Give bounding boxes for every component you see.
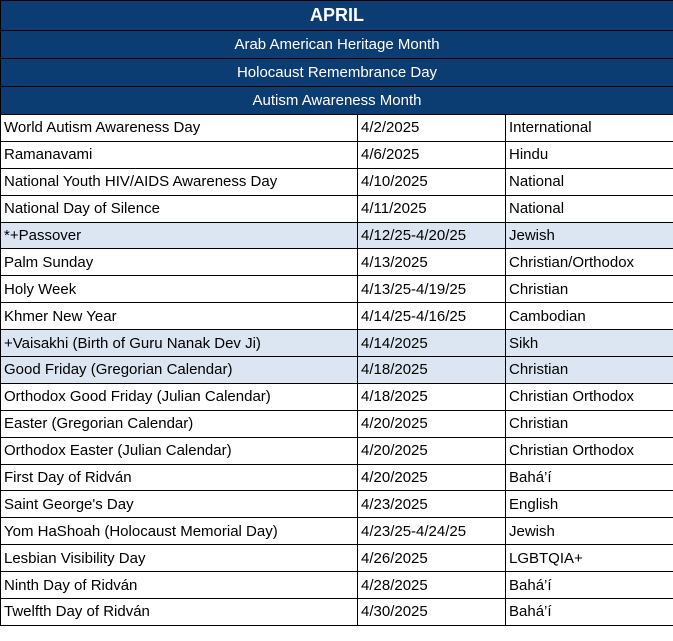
event-group-cell: Christian Orthodox bbox=[506, 383, 673, 410]
event-name-cell: +Vaisakhi (Birth of Guru Nanak Dev Ji) bbox=[1, 330, 358, 357]
event-date-cell: 4/13/2025 bbox=[358, 249, 506, 276]
event-group-cell: Christian bbox=[506, 276, 673, 303]
event-group-cell: International bbox=[506, 115, 673, 142]
table-row bbox=[1, 491, 673, 518]
table-row bbox=[1, 410, 673, 437]
observance-header-row bbox=[1, 59, 673, 87]
event-date-cell: 4/12/25-4/20/25 bbox=[358, 222, 506, 249]
event-name-cell: Twelfth Day of Ridván bbox=[1, 599, 358, 626]
event-date-cell: 4/23/2025 bbox=[358, 491, 506, 518]
event-date-cell: 4/2/2025 bbox=[358, 115, 506, 142]
table-row bbox=[1, 545, 673, 572]
event-group-cell: National bbox=[506, 195, 673, 222]
event-group-cell: Bahá’í bbox=[506, 599, 673, 626]
event-name-cell: Holy Week bbox=[1, 276, 358, 303]
event-name-cell: Saint George's Day bbox=[1, 491, 358, 518]
table-row bbox=[1, 518, 673, 545]
table-row bbox=[1, 141, 673, 168]
event-name-cell: Good Friday (Gregorian Calendar) bbox=[1, 357, 358, 384]
observance-month-label: Autism Awareness Month bbox=[1, 87, 673, 115]
event-name-cell: First Day of Ridván bbox=[1, 464, 358, 491]
table-row bbox=[1, 249, 673, 276]
table-row bbox=[1, 168, 673, 195]
event-name-cell: World Autism Awareness Day bbox=[1, 115, 358, 142]
event-date-cell: 4/10/2025 bbox=[358, 168, 506, 195]
event-date-cell: 4/18/2025 bbox=[358, 383, 506, 410]
event-group-cell: Christian bbox=[506, 357, 673, 384]
event-group-cell: Bahá’í bbox=[506, 572, 673, 599]
event-group-cell: Christian Orthodox bbox=[506, 437, 673, 464]
event-group-cell: Hindu bbox=[506, 141, 673, 168]
event-name-cell: Easter (Gregorian Calendar) bbox=[1, 410, 358, 437]
event-name-cell: Palm Sunday bbox=[1, 249, 358, 276]
event-group-cell: Christian/Orthodox bbox=[506, 249, 673, 276]
table-row bbox=[1, 599, 673, 626]
table-row bbox=[1, 357, 673, 384]
event-date-cell: 4/20/2025 bbox=[358, 437, 506, 464]
month-header-row bbox=[1, 1, 673, 31]
table-row bbox=[1, 303, 673, 330]
observance-header-row bbox=[1, 31, 673, 59]
table-row bbox=[1, 222, 673, 249]
table-row bbox=[1, 572, 673, 599]
event-date-cell: 4/14/25-4/16/25 bbox=[358, 303, 506, 330]
event-name-cell: Orthodox Good Friday (Julian Calendar) bbox=[1, 383, 358, 410]
event-date-cell: 4/26/2025 bbox=[358, 545, 506, 572]
event-group-cell: English bbox=[506, 491, 673, 518]
table-row bbox=[1, 437, 673, 464]
event-name-cell: Ramanavami bbox=[1, 141, 358, 168]
table-row bbox=[1, 276, 673, 303]
month-title: APRIL bbox=[1, 1, 673, 31]
event-date-cell: 4/20/2025 bbox=[358, 410, 506, 437]
event-group-cell: National bbox=[506, 168, 673, 195]
event-date-cell: 4/18/2025 bbox=[358, 357, 506, 384]
event-date-cell: 4/20/2025 bbox=[358, 464, 506, 491]
table-row bbox=[1, 383, 673, 410]
table-row bbox=[1, 330, 673, 357]
event-date-cell: 4/11/2025 bbox=[358, 195, 506, 222]
event-name-cell: Ninth Day of Ridván bbox=[1, 572, 358, 599]
observance-header-row bbox=[1, 87, 673, 115]
event-group-cell: Bahá’í bbox=[506, 464, 673, 491]
event-name-cell: *+Passover bbox=[1, 222, 358, 249]
event-date-cell: 4/6/2025 bbox=[358, 141, 506, 168]
event-name-cell: Yom HaShoah (Holocaust Memorial Day) bbox=[1, 518, 358, 545]
event-date-cell: 4/13/25-4/19/25 bbox=[358, 276, 506, 303]
observance-month-label: Arab American Heritage Month bbox=[1, 31, 673, 59]
event-date-cell: 4/30/2025 bbox=[358, 599, 506, 626]
event-group-cell: Jewish bbox=[506, 222, 673, 249]
event-name-cell: Orthodox Easter (Julian Calendar) bbox=[1, 437, 358, 464]
event-group-cell: Jewish bbox=[506, 518, 673, 545]
observance-month-label: Holocaust Remembrance Day bbox=[1, 59, 673, 87]
event-name-cell: Lesbian Visibility Day bbox=[1, 545, 358, 572]
table-row bbox=[1, 464, 673, 491]
table-row bbox=[1, 115, 673, 142]
table-row bbox=[1, 195, 673, 222]
event-name-cell: National Day of Silence bbox=[1, 195, 358, 222]
event-name-cell: National Youth HIV/AIDS Awareness Day bbox=[1, 168, 358, 195]
event-date-cell: 4/23/25-4/24/25 bbox=[358, 518, 506, 545]
event-date-cell: 4/14/2025 bbox=[358, 330, 506, 357]
event-group-cell: Sikh bbox=[506, 330, 673, 357]
event-group-cell: Cambodian bbox=[506, 303, 673, 330]
observance-table-body bbox=[1, 1, 673, 626]
event-group-cell: LGBTQIA+ bbox=[506, 545, 673, 572]
event-group-cell: Christian bbox=[506, 410, 673, 437]
event-name-cell: Khmer New Year bbox=[1, 303, 358, 330]
event-date-cell: 4/28/2025 bbox=[358, 572, 506, 599]
